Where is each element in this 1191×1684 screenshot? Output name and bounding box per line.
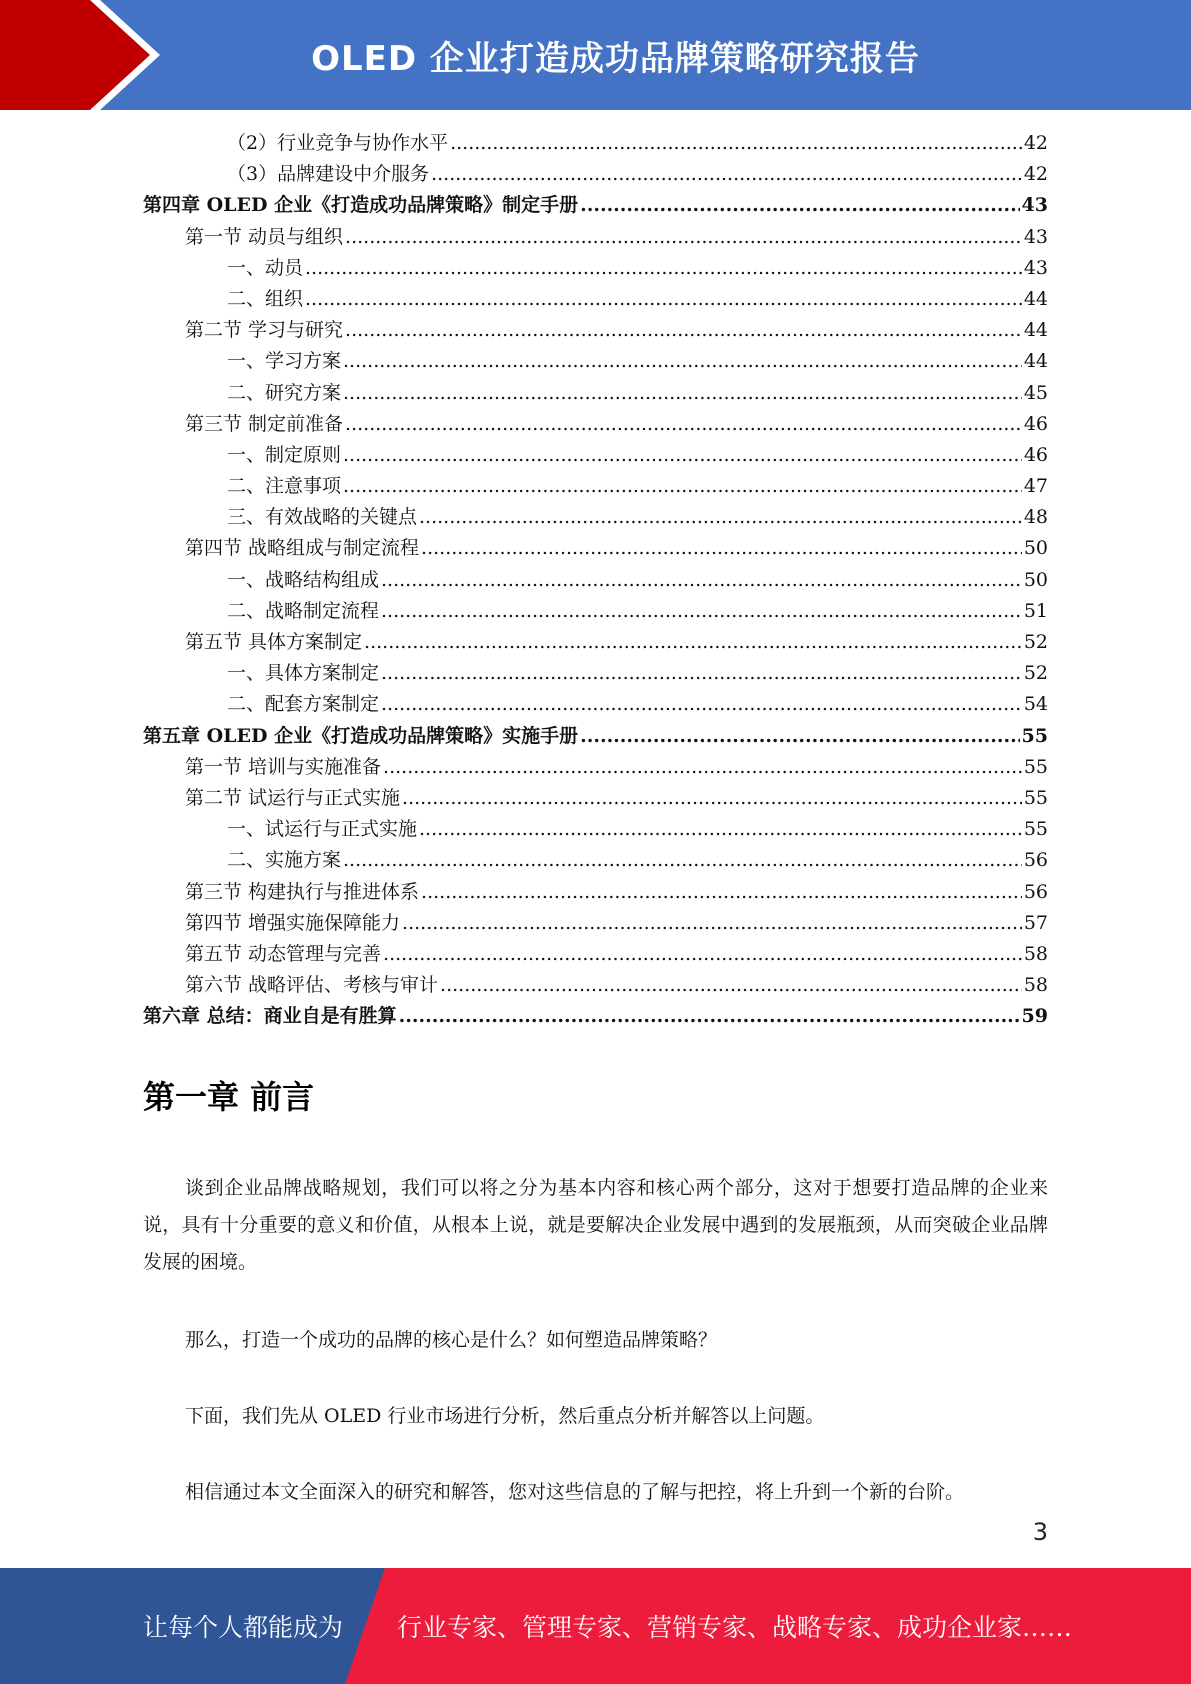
toc-entry[interactable]: [143, 783, 1048, 814]
toc-entry-title: 二、实施方案: [227, 849, 342, 872]
toc-entry[interactable]: [143, 378, 1048, 409]
toc-entry[interactable]: [143, 814, 1048, 845]
chapter-title: 第一章 前言: [143, 1078, 315, 1116]
toc-dot-leader: [343, 845, 1022, 876]
toc-entry[interactable]: [143, 284, 1048, 315]
toc-entry[interactable]: [143, 440, 1048, 471]
toc-entry-title: 第五章 OLED 企业《打造成功品牌策略》实施手册: [143, 724, 579, 747]
toc-dot-leader: [305, 284, 1022, 315]
paragraph-conclusion: 相信通过本文全面深入的研究和解答，您对这些信息的了解与把控，将上升到一个新的台阶。: [185, 1481, 965, 1503]
toc-dot-leader: [399, 1001, 1020, 1032]
toc-page-number: 56: [1023, 849, 1048, 872]
toc-entry-title: 二、注意事项: [227, 475, 342, 498]
toc-entry-title: 第六章 总结：商业自是有胜算: [143, 1005, 397, 1028]
toc-entry[interactable]: [143, 533, 1048, 564]
toc-dot-leader: [580, 721, 1019, 752]
toc-entry-title: 三、有效战略的关键点: [227, 506, 418, 529]
table-of-contents: [143, 128, 1048, 1032]
toc-page-number: 45: [1023, 381, 1048, 404]
toc-entry[interactable]: [143, 845, 1048, 876]
toc-page-number: 43: [1021, 194, 1048, 217]
toc-entry[interactable]: [143, 565, 1048, 596]
toc-dot-leader: [381, 658, 1022, 689]
toc-entry[interactable]: [143, 689, 1048, 720]
toc-entry[interactable]: [143, 658, 1048, 689]
toc-dot-leader: [580, 190, 1019, 221]
toc-entry-title: 第六节 战略评估、考核与审计: [185, 974, 439, 997]
toc-dot-leader: [431, 159, 1022, 190]
toc-entry[interactable]: [143, 908, 1048, 939]
paragraph-question: 那么，打造一个成功的品牌的核心是什么？如何塑造品牌策略？: [185, 1329, 718, 1351]
toc-entry-title: 第二节 学习与研究: [185, 319, 344, 342]
toc-page-number: 43: [1023, 225, 1048, 248]
toc-page-number: 58: [1023, 942, 1048, 965]
toc-entry[interactable]: [143, 877, 1048, 908]
toc-page-number: 52: [1023, 662, 1048, 685]
toc-page-number: 56: [1023, 880, 1048, 903]
toc-chapter-entry[interactable]: [143, 190, 1048, 221]
toc-entry-title: 第五节 具体方案制定: [185, 631, 363, 653]
toc-chapter-entry[interactable]: [143, 1001, 1048, 1032]
toc-dot-leader: [343, 346, 1022, 377]
footer-slogan-right: 行业专家、管理专家、营销专家、战略专家、成功企业家……: [397, 1613, 1073, 1642]
toc-entry-title: 第一节 培训与实施准备: [185, 755, 382, 778]
toc-dot-leader: [402, 783, 1022, 814]
toc-page-number: 42: [1023, 163, 1048, 186]
toc-entry-title: 一、具体方案制定: [227, 662, 380, 685]
toc-page-number: 55: [1023, 755, 1048, 778]
toc-dot-leader: [450, 128, 1022, 159]
toc-dot-leader: [402, 908, 1022, 939]
toc-dot-leader: [305, 253, 1022, 284]
toc-dot-leader: [419, 814, 1022, 845]
page-header: [0, 0, 1191, 110]
toc-dot-leader: [343, 471, 1022, 502]
toc-page-number: 55: [1023, 786, 1048, 809]
toc-entry[interactable]: [143, 409, 1048, 440]
toc-page-number: 50: [1023, 568, 1048, 591]
toc-entry[interactable]: [143, 315, 1048, 346]
toc-entry[interactable]: [143, 159, 1048, 190]
toc-entry[interactable]: [143, 627, 1048, 658]
toc-page-number: 52: [1023, 631, 1048, 653]
toc-dot-leader: [345, 409, 1022, 440]
toc-entry-title: 第四章 OLED 企业《打造成功品牌策略》制定手册: [143, 194, 579, 217]
toc-entry-title: 一、动员: [227, 256, 304, 279]
toc-entry[interactable]: [143, 346, 1048, 377]
toc-page-number: 55: [1023, 818, 1048, 841]
toc-entry[interactable]: [143, 596, 1048, 627]
toc-page-number: 44: [1023, 350, 1048, 373]
toc-page-number: 55: [1021, 724, 1048, 747]
toc-page-number: 59: [1021, 1005, 1048, 1028]
toc-entry-title: 第三节 构建执行与推进体系: [185, 880, 420, 903]
toc-dot-leader: [440, 970, 1022, 1001]
toc-dot-leader: [381, 689, 1022, 720]
toc-dot-leader: [381, 596, 1022, 627]
toc-dot-leader: [383, 752, 1022, 783]
toc-page-number: 46: [1023, 412, 1048, 435]
toc-dot-leader: [343, 440, 1022, 471]
toc-page-number: 58: [1023, 974, 1048, 997]
toc-entry[interactable]: [143, 970, 1048, 1001]
toc-entry-title: 二、战略制定流程: [227, 599, 380, 622]
toc-dot-leader: [343, 378, 1022, 409]
toc-page-number: 54: [1023, 693, 1048, 716]
toc-chapter-entry[interactable]: [143, 721, 1048, 752]
toc-entry-title: 第二节 试运行与正式实施: [185, 786, 401, 809]
toc-page-number: 47: [1023, 475, 1048, 498]
toc-entry-title: 一、学习方案: [227, 350, 342, 373]
toc-entry-title: （3）品牌建设中介服务: [227, 163, 430, 186]
paragraph-analysis: 下面，我们先从 OLED 行业市场进行分析，然后重点分析并解答以上问题。: [185, 1405, 825, 1427]
toc-entry-title: 二、组织: [227, 287, 304, 310]
toc-entry-title: 第三节 制定前准备: [185, 412, 344, 435]
toc-entry[interactable]: [143, 253, 1048, 284]
toc-dot-leader: [383, 939, 1022, 970]
toc-entry[interactable]: [143, 502, 1048, 533]
toc-entry[interactable]: [143, 128, 1048, 159]
toc-dot-leader: [419, 502, 1022, 533]
toc-entry[interactable]: [143, 939, 1048, 970]
toc-page-number: 43: [1023, 256, 1048, 279]
toc-entry-title: 二、配套方案制定: [227, 693, 380, 716]
toc-entry-title: 一、试运行与正式实施: [227, 818, 418, 841]
toc-entry-title: 第四节 战略组成与制定流程: [185, 537, 420, 560]
toc-page-number: 57: [1023, 911, 1048, 934]
toc-dot-leader: [364, 627, 1022, 658]
toc-dot-leader: [421, 533, 1022, 564]
toc-entry-title: 第五节 动态管理与完善: [185, 942, 382, 965]
footer-slogan-left: 让每个人都能成为: [143, 1613, 344, 1642]
toc-page-number: 50: [1023, 537, 1048, 560]
toc-dot-leader: [381, 565, 1022, 596]
page-number: 3: [1032, 1518, 1048, 1546]
page-footer: [0, 1568, 1191, 1684]
toc-dot-leader: [345, 315, 1022, 346]
toc-entry-title: 一、制定原则: [227, 443, 342, 466]
toc-entry-title: 一、战略结构组成: [227, 568, 380, 591]
toc-page-number: 51: [1023, 599, 1048, 622]
toc-page-number: 48: [1023, 506, 1048, 529]
toc-page-number: 44: [1023, 287, 1048, 310]
toc-entry-title: 二、研究方案: [227, 381, 342, 404]
toc-entry[interactable]: [143, 752, 1048, 783]
toc-entry-title: 第四节 增强实施保障能力: [185, 911, 401, 934]
toc-page-number: 42: [1023, 132, 1048, 154]
toc-page-number: 44: [1023, 319, 1048, 342]
toc-page-number: 46: [1023, 443, 1048, 466]
toc-dot-leader: [421, 877, 1022, 908]
toc-entry-title: （2）行业竞争与协作水平: [227, 132, 449, 154]
toc-entry[interactable]: [143, 471, 1048, 502]
toc-dot-leader: [345, 222, 1022, 253]
paragraph-intro: 谈到企业品牌战略规划，我们可以将之分为基本内容和核心两个部分，这对于想要打造品牌的企业来说，具有十分重要的意义和价值，从根本上说，就是要解决企业发展中遇到的发展瓶颈，从而突破企业品牌发展的困境。: [143, 1177, 1048, 1273]
toc-entry[interactable]: [143, 222, 1048, 253]
header-title: OLED 企业打造成功品牌策略研究报告: [311, 38, 920, 79]
toc-entry-title: 第一节 动员与组织: [185, 225, 344, 248]
